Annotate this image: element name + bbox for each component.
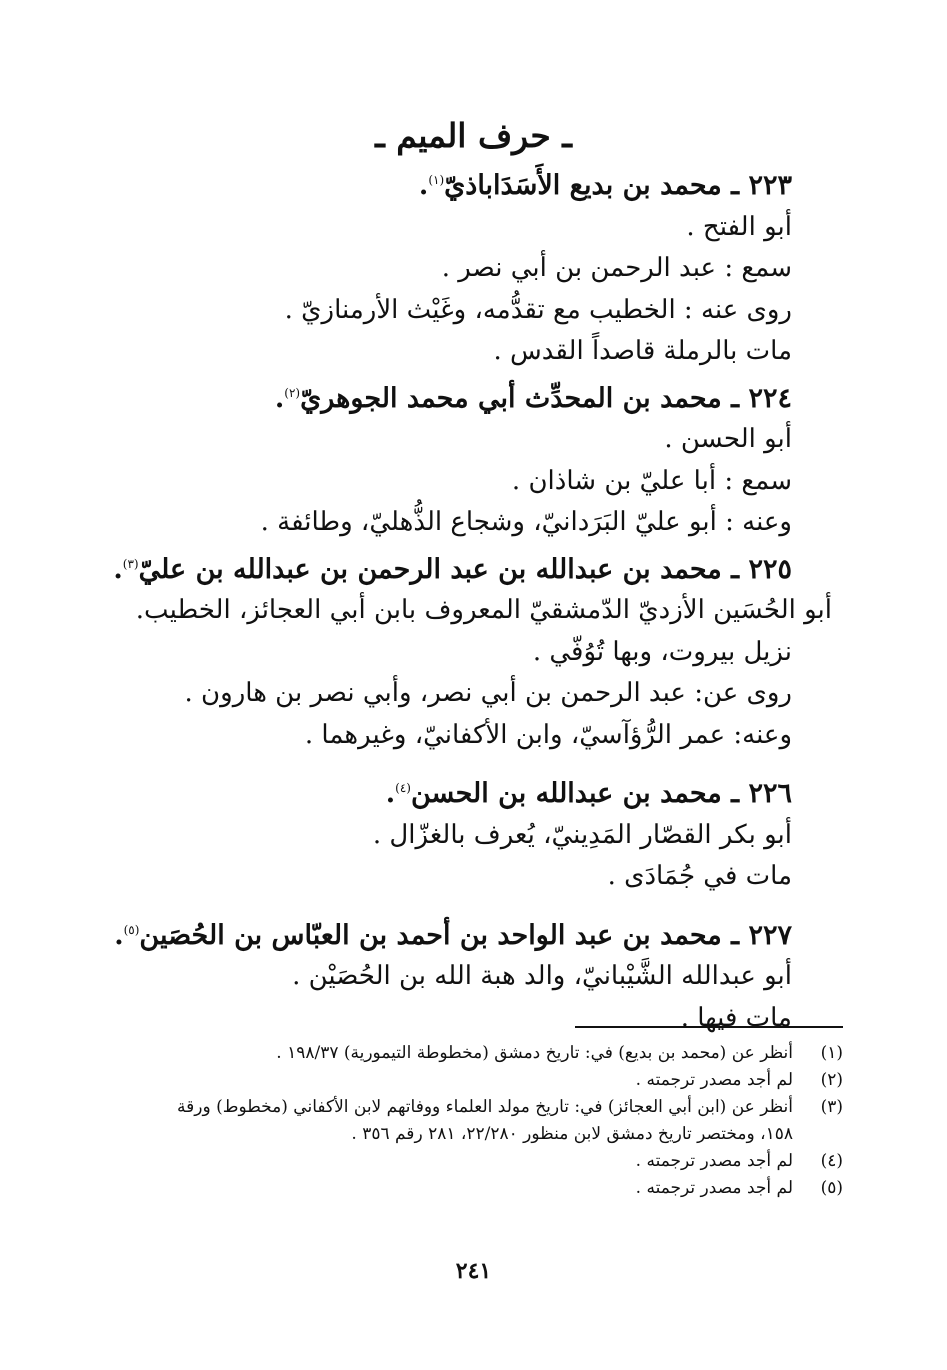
entry-heading-223 <box>152 160 792 207</box>
footnote-number: (٢) <box>820 1070 843 1090</box>
entry-heading-227 <box>114 910 792 957</box>
footnote-text: أنظر عن (محمد بن بديع) في: تاريخ دمشق (مخطوطة التيمورية) ١٩٨/٣٧ . <box>276 1043 793 1063</box>
entry-line: أبو الحسن . <box>664 424 792 454</box>
entries-body <box>113 160 832 1039</box>
footnote-text: لم أجد مصدر ترجمته . <box>635 1070 793 1090</box>
entry-line: روى عن: عبد الرحمن بن أبي نصر، وأبي نصر بن هارون . <box>184 678 792 708</box>
entry-line: أبو عبدالله الشَّيْبانيّ، والد هبة الله بن الحُصَيْن . <box>292 961 792 991</box>
entry-line: أبو الحُسَين الأزديّ الدّمشقيّ المعروف بابن أبي العجائز، الخطيب. <box>135 595 832 625</box>
entry-heading-224 <box>152 373 792 420</box>
entry-heading-text: ٢٢٣ ـ محمد بن بديع الأَسَدَاباذيّ <box>444 170 792 201</box>
entry-heading-226 <box>152 768 792 815</box>
chapter-title: ـ حرف الميم ـ <box>375 116 572 155</box>
footnote-number: (٣) <box>820 1097 843 1117</box>
entry-heading-text: ٢٢٤ ـ محمد بن المحدِّث أبي محمد الجوهريّ <box>300 382 792 414</box>
footnote-text-line: أنظر عن (ابن أبي العجائز) في: تاريخ مولد العلماء ووفاتهم لابن الأكفاني (مخطوط) ورقة <box>177 1097 793 1117</box>
entry-line: أبو الفتح . <box>686 211 792 242</box>
footnote-text: لم أجد مصدر ترجمته . <box>635 1151 793 1171</box>
entry-heading-text: ٢٢٥ ـ محمد بن عبدالله بن عبد الرحمن بن عبدالله بن عليّ <box>138 553 792 585</box>
entry-line: أبو بكر القصّار المَدِينيّ، يُعرف بالغزّال . <box>372 819 792 850</box>
footnote-ref: (٣) <box>122 556 139 571</box>
footnote-divider <box>575 1026 843 1028</box>
entry-line: مات في جُمَادَى . <box>607 861 792 891</box>
footnote-ref: (٥) <box>123 922 140 937</box>
footnote-ref: (٢) <box>284 385 301 400</box>
entry-heading-225 <box>113 544 792 591</box>
footnote-4 <box>123 1148 843 1175</box>
footnote-number: (٤) <box>820 1151 843 1171</box>
footnote-text: لم أجد مصدر ترجمته . <box>635 1178 793 1198</box>
footnote-ref: (١) <box>428 173 445 187</box>
footnote-number: (١) <box>820 1043 843 1063</box>
entry-line: مات بالرملة قاصداً القدس . <box>493 336 792 366</box>
entry-line: وعنه : أبو عليّ البَرَدانيّ، وشجاع الذُّهليّ، وطائفة . <box>260 507 792 537</box>
entry-heading-text: ٢٢٧ ـ محمد بن عبد الواحد بن أحمد بن العبّاس بن الحُصَين <box>139 919 792 951</box>
footnote-text <box>123 1094 793 1148</box>
heading-end: . <box>113 553 123 585</box>
footnote-5 <box>123 1175 843 1202</box>
footnote-2 <box>123 1067 843 1094</box>
footnote-number: (٥) <box>820 1178 843 1198</box>
heading-end: . <box>418 170 429 201</box>
footnotes <box>123 1040 843 1202</box>
footnote-1 <box>123 1040 843 1067</box>
entry-line: سمع : عبد الرحمن بن أبي نصر . <box>441 253 792 283</box>
entry-heading-text: ٢٢٦ ـ محمد بن عبدالله بن الحسن <box>410 778 792 809</box>
heading-end: . <box>114 919 124 951</box>
footnote-3 <box>123 1094 843 1148</box>
entry-line: سمع : أبا عليّ بن شاذان . <box>511 465 792 496</box>
heading-end: . <box>385 778 396 809</box>
entry-line: نزيل بيروت، وبها تُوُفّي . <box>532 636 792 667</box>
page-number: ٢٤١ <box>455 1258 492 1284</box>
footnote-text-line: ١٥٨، ومختصر تاريخ دمشق لابن منظور ٢٢/٢٨٠، ٢٨١ رقم ٣٥٦ . <box>351 1124 793 1144</box>
heading-end: . <box>274 382 285 414</box>
entry-line: مات فيها . <box>680 1002 792 1033</box>
footnote-ref: (٤) <box>395 781 411 795</box>
entry-line: روى عنه : الخطيب مع تقدُّمه، وغَيْث الأرمنازيّ . <box>284 294 792 325</box>
entry-line: وعنه: عمر الرُّؤآسيّ، وابن الأكفانيّ، وغيرهما . <box>304 719 792 750</box>
